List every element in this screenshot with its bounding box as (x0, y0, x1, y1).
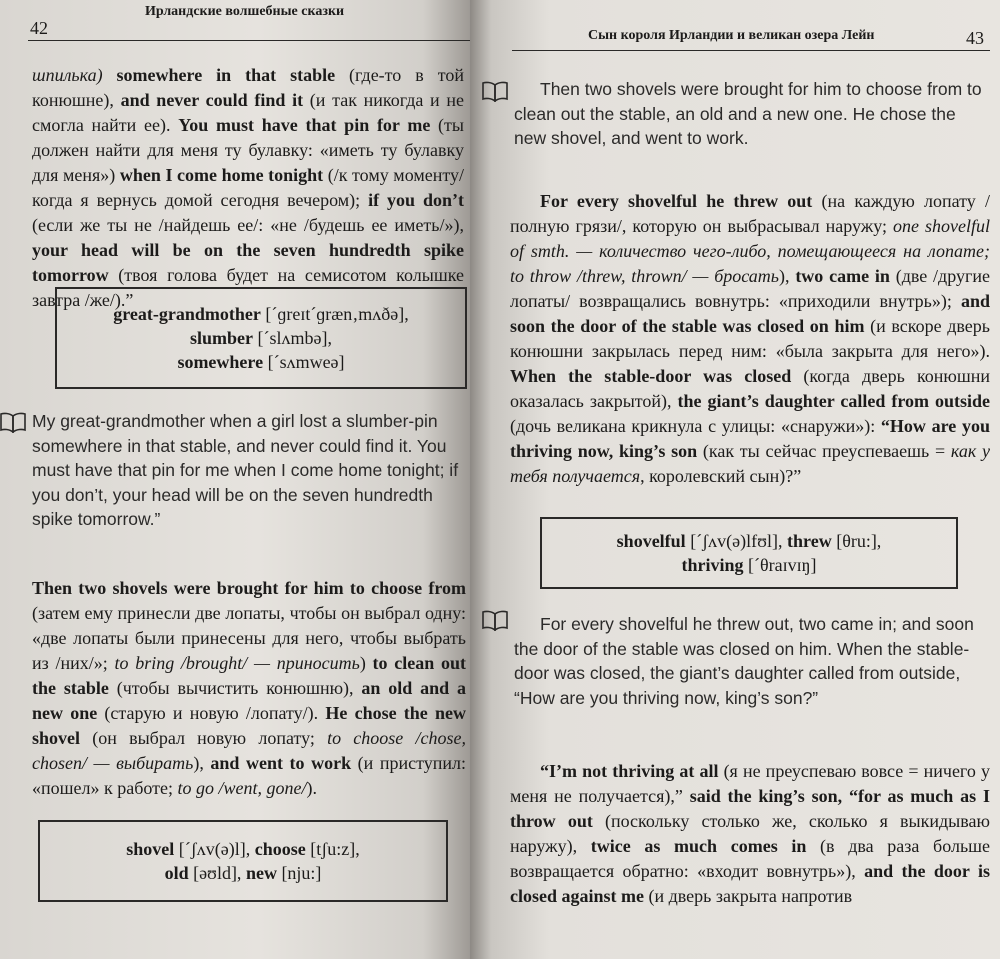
text-segment: (старую и новую /лопату/). (97, 703, 326, 723)
text-segment: (и приступил: «пошел» к работе; (32, 753, 466, 798)
paragraph-bilingual-right-1 (510, 189, 990, 489)
running-head-left: Ирландские волшебные сказки (145, 4, 345, 19)
vocab-word: thriving (681, 555, 744, 575)
vocab-transcription: [ˊsʌmweə] (263, 352, 345, 372)
text-segment: ), (779, 266, 796, 286)
text-segment: two came in (795, 266, 890, 286)
text-segment: ), (193, 753, 211, 773)
vocabulary-box-2 (38, 820, 448, 902)
text-segment: (в два раза больше возвращается обратно: «входит вовнутрь»), (510, 836, 991, 881)
text-segment: (две /другие лопаты/ возвращались вовнутрь: «приходили внутрь»); (510, 266, 990, 311)
text-segment: “How are you thriving now, king’s son (510, 416, 990, 461)
vocab-transcription: [ˊʃʌv(ə)lfʊl], (685, 531, 788, 551)
english-text-right-1: Then two shovels were brought for him to choose from to clean out the stable, an old and a new one. He chose the new shovel, and went to work. (514, 79, 982, 148)
english-text-1: My great-grandmother when a girl lost a slumber-pin somewhere in that stable, and never could find it. You must have that pin for me when I come home tonight; if you don’t, your head will be on the seven hundredth spike tomorrow.” (32, 411, 459, 529)
header-rule-right (512, 50, 990, 51)
vocab-transcription: [ˊθraɪvɪŋ] (743, 555, 817, 575)
text-segment: ). (306, 778, 317, 798)
open-book-icon (482, 609, 508, 631)
vocab-word: shovel (126, 839, 175, 859)
text-segment: For every shovelful he threw out (540, 191, 813, 211)
text-segment: When the stable-door was closed (510, 366, 792, 386)
text-segment: (я не преуспеваю вовсе = ничего у меня не получается),” (510, 761, 990, 806)
vocab-transcription: [ˊʃʌv(ə)l], (174, 839, 255, 859)
right-page (470, 0, 1000, 959)
vocab-line (165, 861, 322, 885)
text-segment: one shovelful of smth. — количество чего-либо, помещающееся на лопате; to throw /threw, thrown/ — бросать (510, 216, 990, 286)
text-segment: , королевский сын)?” (640, 466, 802, 486)
text-segment: He chose the new shovel (32, 703, 466, 748)
text-segment: and soon the door of the stable was closed on him (510, 291, 990, 336)
running-head-right: Сын короля Ирландии и великан озера Лейн (588, 28, 875, 43)
vocabulary-box-1 (55, 287, 467, 389)
text-segment: twice as much comes in (590, 836, 807, 856)
text-segment: (ты должен найти для меня ту булавку: «иметь ту булавку для меня») (32, 115, 464, 185)
left-page (0, 0, 470, 959)
english-text-right-2: For every shovelful he threw out, two came in; and soon the door of the stable was closed on him. When the stable-door was closed, the giant’s daughter called from outside, “How are you thriving now, king’s son?” (514, 614, 974, 708)
vocab-word: threw (787, 531, 832, 551)
text-segment: and the door is closed against me (510, 861, 990, 906)
paragraph-bilingual-right-2 (510, 759, 990, 909)
text-segment: and never could find it (120, 90, 304, 110)
vocab-transcription: [tʃu:z], (305, 839, 360, 859)
vocab-word: new (245, 863, 277, 883)
vocab-word: old (164, 863, 189, 883)
vocab-transcription: [nju:] (276, 863, 322, 883)
vocab-transcription: [ˊɡreɪtˊɡræn‚mʌðə], (260, 304, 409, 324)
vocab-line (126, 837, 359, 861)
vocab-line (190, 326, 332, 350)
text-segment: (и дверь закрыта напротив (644, 886, 853, 906)
vocab-line (617, 529, 882, 553)
text-segment: (он выбрал новую лопату; (80, 728, 328, 748)
text-segment: You must have that pin for me (178, 115, 431, 135)
text-segment: to clean out the stable (32, 653, 466, 698)
text-segment: if you don’t (368, 190, 464, 210)
vocab-transcription: [ˊslʌmbə], (253, 328, 332, 348)
header-rule-left (28, 40, 470, 41)
vocab-word: slumber (190, 328, 253, 348)
text-segment: (/к тому моменту/ когда я вернусь домой сегодня вечером); (32, 165, 464, 210)
text-segment: to bring /brought/ — приносить (114, 653, 360, 673)
vocab-line (681, 553, 816, 577)
text-segment: как у тебя получается (510, 441, 990, 486)
text-segment: (когда дверь конюшни оказалась закрытой), (510, 366, 990, 411)
paragraph-bilingual-2 (32, 576, 466, 801)
vocab-word: shovelful (616, 531, 686, 551)
text-segment: (чтобы вычистить конюшню), (108, 678, 362, 698)
text-segment: an old and a new one (32, 678, 466, 723)
text-segment: said the king’s son, “for as much as I throw out (510, 786, 990, 831)
vocab-word: choose (254, 839, 306, 859)
text-segment: “I’m not thriving at all (540, 761, 719, 781)
text-segment: (затем ему принесли две лопаты, чтобы он выбрал одну: «две лопаты были принесены для него, чтобы выбрать из /них/»; (32, 603, 466, 673)
text-segment: to go /went, gone/ (177, 778, 307, 798)
text-segment: (дочь великана крикнула с улицы: «снаружи»): (510, 416, 881, 436)
vocab-line (113, 302, 409, 326)
vocab-word: great-grandmother (113, 304, 261, 324)
open-book-icon (482, 80, 508, 102)
vocab-transcription: [əʊld], (188, 863, 246, 883)
page-number-right: 43 (966, 28, 984, 48)
vocab-line (177, 350, 344, 374)
text-segment: (если же ты не /найдешь ее/: «не /будешь ее иметь/»), (32, 215, 464, 235)
text-segment: (твоя голова будет на семисотом колышке завтра /же/).” (32, 265, 464, 310)
text-segment: the giant’s daughter called from outside (677, 391, 990, 411)
text-segment: шпилька) (32, 65, 103, 85)
text-segment: when I come home tonight (119, 165, 324, 185)
text-segment: ) (359, 653, 373, 673)
text-segment: (где-то в той конюшне), (32, 65, 464, 110)
text-segment: (как ты сейчас преуспеваешь = (697, 441, 951, 461)
text-segment: to choose /chose, chosen/ — выбирать (32, 728, 466, 773)
paragraph-bilingual-1 (32, 63, 464, 313)
text-segment: (поскольку столько же, сколько я выкидываю наружу), (510, 811, 990, 856)
text-segment: (на каждую лопату /полную грязи/, которую он выбрасывал наружу; (510, 191, 990, 236)
text-segment: and went to work (210, 753, 352, 773)
open-book-icon (0, 411, 26, 433)
text-segment: Then two shovels were brought for him to choose from (32, 578, 466, 598)
vocab-transcription: [θru:], (831, 531, 882, 551)
text-segment: your head will be on the seven hundredth spike tomorrow (32, 240, 464, 285)
vocabulary-box-right-1 (540, 517, 958, 589)
text-segment: somewhere in that stable (102, 65, 336, 85)
text-segment: (и так никогда и не смогла найти ее). (32, 90, 465, 135)
vocab-word: somewhere (177, 352, 264, 372)
page-number-left: 42 (30, 18, 48, 38)
text-segment: (и вскоре дверь конюшни закрылась перед ним: «была закрыта для него»). (510, 316, 990, 361)
